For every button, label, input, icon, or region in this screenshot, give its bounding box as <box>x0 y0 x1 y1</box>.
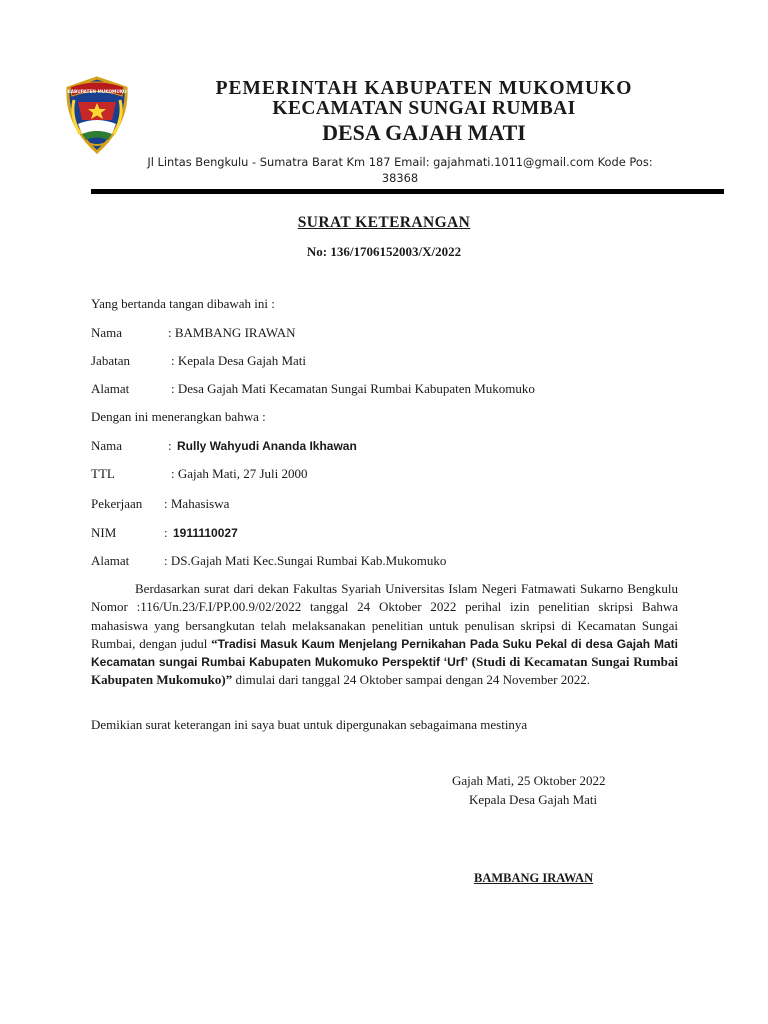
signature-place-date: Gajah Mati, 25 Oktober 2022 <box>452 773 606 788</box>
signer-position-value: : Kepala Desa Gajah Mati <box>171 353 307 368</box>
signer-address-row <box>91 381 691 399</box>
subject-ttl-row <box>91 466 691 484</box>
signature-position: Kepala Desa Gajah Mati <box>469 792 598 807</box>
thesis-title-quote: “ <box>211 635 218 651</box>
subject-nim-value: 1911110027 <box>173 526 238 540</box>
address-line-1: Jl Lintas Bengkulu - Sumatra Barat Km 187 Email: gajahmati.1011@gmail.com Kode Pos: <box>147 155 653 169</box>
logo-text: KABUPATEN MUKOMUKO <box>67 90 127 95</box>
body-text-1: Berdasarkan surat dari dekan Fakultas Syariah Universitas Islam Negeri Fatmawati Sukarno Bengkulu Nomor :116/Un.23/F.I/PP.00.9/02/2022 tanggal 24 Oktober 2022 perihal izin penelitian skripsi Bahwa mahasiswa yang bersangkutan telah melaksanakan penelitian untuk penulisan skripsi di Kecamatan Sungai Rumbai, dengan judul <box>91 581 678 651</box>
subject-nim-row <box>91 525 691 543</box>
signer-address-label: Alamat <box>91 381 130 396</box>
letterhead-regency: PEMERINTAH KABUPATEN MUKOMUKO <box>215 78 633 99</box>
subject-name-value: Rully Wahyudi Ananda Ikhawan <box>177 439 357 453</box>
subject-ttl-value: : Gajah Mati, 27 Juli 2000 <box>171 466 308 481</box>
thesis-title-study: (Studi di Kecamatan Sungai Rumbai Kabupaten Mukomuko)” <box>91 654 678 688</box>
subject-address-row <box>91 553 691 571</box>
letterhead-district: KECAMATAN SUNGAI RUMBAI <box>272 98 576 119</box>
subject-name-colon: : <box>168 438 172 453</box>
body-paragraph <box>91 580 678 690</box>
subject-name-label: Nama <box>91 438 123 453</box>
document-number: No: 136/1706152003/X/2022 <box>306 244 462 259</box>
closing-text: Demikian surat keterangan ini saya buat untuk dipergunakan sebagaimana mestinya <box>91 717 528 732</box>
letterhead-address <box>100 154 700 186</box>
signer-address-value: : Desa Gajah Mati Kecamatan Sungai Rumbai Kabupaten Mukomuko <box>171 381 535 396</box>
signer-position-label: Jabatan <box>91 353 130 368</box>
document-title-row <box>0 214 768 232</box>
signer-position-row <box>91 353 691 371</box>
kabupaten-mukomuko-logo <box>64 76 130 154</box>
subject-address-value: : DS.Gajah Mati Kec.Sungai Rumbai Kab.Mukomuko <box>164 553 447 568</box>
subject-address-label: Alamat <box>91 553 130 568</box>
letterhead-village: DESA GAJAH MATI <box>322 120 526 145</box>
subject-nim-colon: : <box>164 525 168 540</box>
signer-name-row <box>91 325 691 343</box>
subject-name-row <box>91 438 691 456</box>
intro-text: Yang bertanda tangan dibawah ini : <box>91 296 275 311</box>
subject-ttl-label: TTL <box>91 466 115 481</box>
signer-name-value: : BAMBANG IRAWAN <box>168 325 296 340</box>
signature-name: BAMBANG IRAWAN <box>474 871 594 885</box>
thesis-title: Tradisi Masuk Kaum Menjelang Pernikahan Pada Suku Pekal di desa Gajah Mati Kecamatan sungai Rumbai Kabupaten Mukomuko Perspektif ‘Urf’ <box>91 636 678 670</box>
address-line-2: 38368 <box>381 171 419 185</box>
document-title: SURAT KETERANGAN <box>297 214 471 231</box>
letterhead-divider <box>91 189 724 194</box>
subject-nim-label: NIM <box>91 525 117 540</box>
subject-job-value: : Mahasiswa <box>164 496 230 511</box>
statement-text: Dengan ini menerangkan bahwa : <box>91 409 266 424</box>
body-text-2: dimulai dari tanggal 24 Oktober sampai dengan 24 November 2022. <box>232 672 591 688</box>
subject-job-label: Pekerjaan <box>91 496 143 511</box>
signer-name-label: Nama <box>91 325 123 340</box>
subject-job-row <box>91 496 691 514</box>
